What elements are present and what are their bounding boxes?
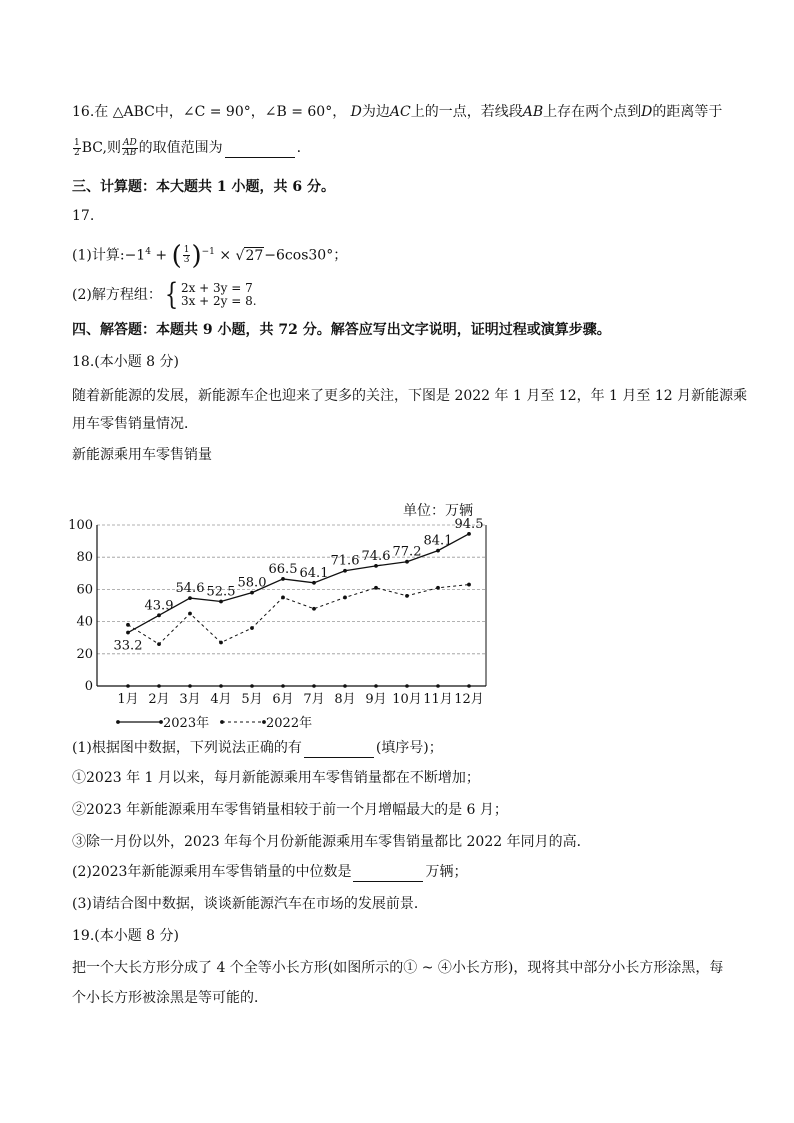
q18-p1-answer-blank[interactable]: [304, 743, 374, 758]
x-tick-label-11: 11月: [423, 692, 453, 707]
x-tick-label-2: 2月: [148, 692, 170, 707]
q17-part2: [72, 277, 257, 312]
q18-p2-answer-blank[interactable]: [353, 867, 423, 882]
q16-half-num: 1: [74, 137, 80, 148]
q17-eq2-row: [181, 295, 257, 308]
q18-statement3: ③除一月份以外，2023 年每个月份新能源乘用车零售销量都比 2022 年同月的高．: [72, 834, 591, 850]
chart-labels: [114, 503, 484, 654]
q17-p2-label: (2)解方程组：: [72, 287, 162, 303]
data-point-2022-8: [343, 596, 347, 600]
q18-number: 18.(本小题 8 分): [72, 354, 179, 370]
data-point-2023-2: [157, 613, 161, 617]
data-point-2022-10: [405, 594, 409, 598]
sales-line-chart: [66, 500, 506, 732]
data-label-2023-7: 64.1: [299, 565, 329, 581]
q17-brace-icon: {: [164, 277, 179, 312]
q18-chart-caption: 新能源乘用车零售销量: [72, 447, 212, 463]
q16-point-d2: D: [641, 104, 653, 120]
q16-half-den: 2: [74, 147, 80, 158]
y-tick-label-60: 60: [76, 582, 93, 598]
q16-angle-c: ∠C = 90°，: [182, 104, 265, 120]
legend-dot-2022-a: [220, 720, 224, 724]
legend-label-2023: 2023年: [163, 716, 210, 731]
x-axis-dot-1: [126, 684, 130, 688]
x-axis-dot-12: [467, 684, 471, 688]
q18-p1-end: (填序号)；: [375, 740, 443, 756]
y-tick-label-100: 100: [68, 518, 93, 533]
q17-number: 17.: [72, 208, 95, 224]
data-point-2022-12: [467, 583, 471, 587]
q16-answer-blank[interactable]: [225, 143, 295, 158]
q16-text-b: 为边: [361, 104, 390, 120]
q18-statement1: ①2023 年 1 月以来，每月新能源乘用车零售销量都在不断增加；: [72, 770, 480, 786]
q16-ratio-fraction: [122, 139, 138, 158]
x-tick-label-6: 6月: [272, 692, 294, 707]
q17-p1-rest: −6cos30°；: [264, 247, 348, 264]
q17-sqrt-radicand: 27: [245, 247, 264, 264]
q17-p1-frac-num: 1: [183, 245, 190, 256]
data-label-2023-9: 74.6: [361, 548, 391, 564]
x-tick-label-3: 3月: [179, 692, 201, 707]
q16-angle-b: ∠B = 60°，: [264, 104, 347, 120]
section3-title: 三、计算题：本大题共 1 小题，共 6 分。: [72, 179, 335, 195]
q17-equation-system: [181, 282, 257, 308]
x-tick-label-1: 1月: [117, 692, 139, 707]
x-tick-label-7: 7月: [303, 692, 325, 707]
q17-eq-end: .: [252, 294, 257, 308]
y-tick-label-40: 40: [76, 614, 93, 630]
y-tick-label-0: 0: [84, 679, 93, 694]
y-tick-label-20: 20: [76, 646, 93, 662]
q16-point-d: D: [350, 104, 362, 120]
q17-p1-term1: −1: [124, 247, 146, 264]
q18-intro1: 随着新能源的发展，新能源车企也迎来了更多的关注，下图是 2022 年 1 月至 12，年 1 月至 12 月新能源乘: [72, 388, 748, 404]
x-axis-dot-10: [405, 684, 409, 688]
q17-p1-frac-den: 3: [183, 255, 190, 266]
x-axis-dot-5: [250, 684, 254, 688]
q16-period: .: [296, 140, 302, 156]
data-point-2023-6: [281, 577, 285, 581]
q18-statement2: ②2023 年新能源乘用车零售销量相较于前一个月增幅最大的是 6 月；: [72, 802, 508, 818]
q17-p1-plus: +: [150, 247, 172, 264]
q17-p1-exp2: −1: [201, 247, 215, 257]
data-point-2022-2: [157, 642, 161, 646]
q17-eq2: 3x + 2y = 8: [180, 294, 253, 308]
q16-seg-ac: AC: [389, 104, 411, 120]
x-axis-dot-7: [312, 684, 316, 688]
q16-half-fraction: [73, 139, 81, 158]
data-point-2022-6: [281, 596, 285, 600]
data-label-2023-12: 94.5: [454, 516, 484, 532]
data-point-2023-1: [126, 631, 130, 635]
q16-text-bc: BC,则: [81, 140, 121, 156]
data-point-2022-11: [436, 586, 440, 590]
q16-seg-ab: AB: [522, 104, 544, 120]
q16-text-a: 16.在 △ABC中，: [72, 104, 183, 120]
data-label-2023-8: 71.6: [330, 553, 360, 569]
data-label-2023-2: 43.9: [144, 598, 174, 614]
data-label-2023-3: 54.6: [175, 581, 205, 597]
q18-part2: [72, 862, 467, 882]
data-point-2023-4: [219, 600, 223, 604]
data-point-2022-4: [219, 641, 223, 645]
q18-p1-text: (1)根据图中数据，下列说法正确的有: [72, 740, 302, 756]
q17-part1: [72, 242, 347, 269]
x-axis-dot-3: [188, 684, 192, 688]
q19-line1: 把一个大长方形分成了 4 个全等小长方形(如图所示的① ~ ④小长方形)，现将其中部分小长方形涂黑，每: [72, 960, 724, 976]
data-label-2023-10: 77.2: [392, 544, 422, 560]
q17-sqrt: √27: [235, 247, 264, 264]
data-label-2023-11: 84.1: [423, 533, 453, 549]
q16-text-e: 的距离等于: [652, 104, 723, 120]
x-axis-dot-11: [436, 684, 440, 688]
x-tick-label-9: 9月: [365, 692, 387, 707]
q19-line2: 个小长方形被涂黑是等可能的．: [72, 990, 268, 1006]
x-axis-dot-4: [219, 684, 223, 688]
x-tick-label-5: 5月: [241, 692, 263, 707]
x-tick-label-12: 12月: [454, 692, 484, 707]
q16-text-d: 上存在两个点到: [543, 104, 642, 120]
data-point-2023-8: [343, 569, 347, 573]
q17-p1-fraction: [183, 246, 191, 265]
q19-number: 19.(本小题 8 分): [72, 928, 179, 944]
chart-legend: [116, 715, 312, 731]
q16-line1: [72, 102, 722, 122]
q17-p1-label: (1)计算:: [72, 247, 125, 264]
q17-p1-times: ×: [214, 247, 236, 264]
data-point-2022-9: [374, 586, 378, 590]
x-axis-dot-6: [281, 684, 285, 688]
q18-p2-end: 万辆；: [425, 864, 468, 880]
q16-ratio-num: AD: [122, 137, 137, 148]
data-point-2023-12: [467, 532, 471, 536]
q18-part3: (3)请结合图中数据，谈谈新能源汽车在市场的发展前景．: [72, 896, 428, 912]
q17-p1-exp1: 4: [145, 247, 151, 257]
data-point-2023-3: [188, 596, 192, 600]
legend-label-2022: 2022年: [266, 716, 313, 731]
q16-line2: [72, 138, 301, 158]
x-axis-dot-2: [157, 684, 161, 688]
unit-label: 单位：万辆: [403, 503, 473, 519]
data-label-2023-6: 66.5: [268, 561, 298, 577]
data-point-2022-3: [188, 612, 192, 616]
data-point-2022-5: [250, 626, 254, 630]
x-tick-label-10: 10月: [392, 692, 422, 707]
x-axis-dot-9: [374, 684, 378, 688]
section4-title: 四、解答题：本题共 9 小题，共 72 分。解答应写出文字说明，证明过程或演算步骤。: [72, 322, 611, 338]
q16-ratio-den: AB: [123, 147, 137, 158]
y-tick-label-80: 80: [76, 550, 93, 566]
legend-dot-2023-a: [116, 720, 120, 724]
q16-text-c: 上的一点，若线段: [410, 104, 523, 120]
q18-part1: [72, 738, 443, 758]
x-axis-dot-8: [343, 684, 347, 688]
data-point-2023-7: [312, 581, 316, 585]
q18-p2-text: (2)2023年新能源乘用车零售销量的中位数是: [72, 864, 352, 880]
data-point-2023-5: [250, 591, 254, 595]
data-point-2023-9: [374, 564, 378, 568]
q18-intro2: 用车零售销量情况．: [72, 416, 198, 432]
data-label-2023-5: 58.0: [237, 575, 267, 591]
q17-right-paren: ): [191, 240, 202, 271]
data-point-2023-11: [436, 549, 440, 553]
data-point-2022-1: [126, 623, 130, 627]
x-tick-label-8: 8月: [334, 692, 356, 707]
data-label-2023-1: 33.2: [113, 638, 143, 654]
q17-left-paren: (: [171, 240, 182, 271]
data-point-2022-7: [312, 607, 316, 611]
data-point-2023-10: [405, 560, 409, 564]
x-tick-label-4: 4月: [210, 692, 232, 707]
q16-text-range: 的取值范围为: [138, 140, 223, 156]
q17-eq1: 2x + 3y = 7: [180, 281, 253, 295]
data-label-2023-4: 52.5: [206, 584, 236, 600]
